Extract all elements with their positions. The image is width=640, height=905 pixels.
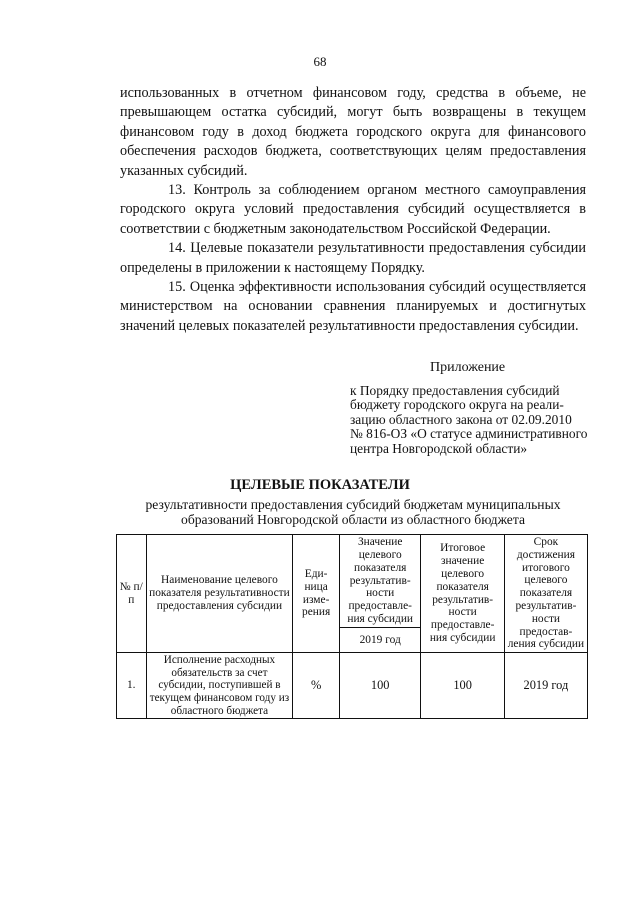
indicators-table	[116, 534, 588, 719]
table-row	[117, 653, 588, 719]
cell-term: 2019 год	[504, 653, 587, 719]
page-number: 68	[313, 54, 327, 69]
paragraph-continuation: использованных в отчетном финансовом году, средства в объеме, не превышающем остатка субсидий, могут быть возвращены в текущем финансовом году в доход бюджета городского округа для финансового обеспечения расходов бюджета, соответствующих целям предоставления указанных субсидий.	[120, 85, 586, 179]
header-value: Значение целевого показателя результатив-ности предоставле-ния субсидии	[339, 535, 421, 628]
header-final: Итоговое значение целевого показателя результатив-ности предоставле-ния субсидии	[421, 535, 504, 653]
header-name: Наименование целевого показателя результативности предоставления субсидии	[146, 535, 293, 653]
appendix-line: к Порядку предоставления субсидий	[350, 382, 560, 398]
body-text	[120, 84, 586, 336]
header-term: Срок достижения итогового целевого показателя результатив-ности предостав-ления субсидии	[504, 535, 587, 653]
appendix-line: бюджету городского округа на реали-	[350, 397, 564, 413]
header-unit: Еди-ница изме-рения	[293, 535, 340, 653]
cell-name: Исполнение расходных обязательств за счет субсидии, поступившей в текущем финансовом году из областного бюджета	[146, 653, 293, 719]
cell-unit: %	[293, 653, 340, 719]
header-value-year: 2019 год	[339, 628, 421, 653]
paragraph-14: 14. Целевые показатели результативности предоставления субсидии определены в приложении к настоящему Порядку.	[120, 240, 586, 276]
subheading-line: результативности предоставления субсидий бюджетам муниципальных	[145, 497, 561, 512]
paragraph-15: 15. Оценка эффективности использования субсидий осуществляется министерством на основании сравнения планируемых и достигнутых значений целевых показателей результативности предоставления субсидии.	[120, 279, 586, 334]
paragraph-13: 13. Контроль за соблюдением органом местного самоуправления городского округа условий предоставления субсидий осуществляется в соответствии с бюджетным законодательством Российской Федерации.	[120, 182, 586, 237]
appendix-title: Приложение	[430, 360, 506, 375]
appendix-line: № 816-ОЗ «О статусе административного	[350, 426, 588, 442]
cell-num: 1.	[117, 653, 147, 719]
appendix-line: зацию областного закона от 02.09.2010	[350, 411, 572, 427]
cell-final: 100	[421, 653, 504, 719]
appendix-line: центра Новгородской области»	[350, 440, 528, 456]
subheading-line: образований Новгородской области из областного бюджета	[181, 512, 525, 527]
document-subheading	[120, 497, 586, 527]
header-num: № п/п	[117, 535, 147, 653]
cell-value: 100	[339, 653, 421, 719]
document-heading: ЦЕЛЕВЫЕ ПОКАЗАТЕЛИ	[230, 477, 410, 493]
appendix-block	[350, 361, 590, 457]
table-header-row	[117, 535, 588, 628]
